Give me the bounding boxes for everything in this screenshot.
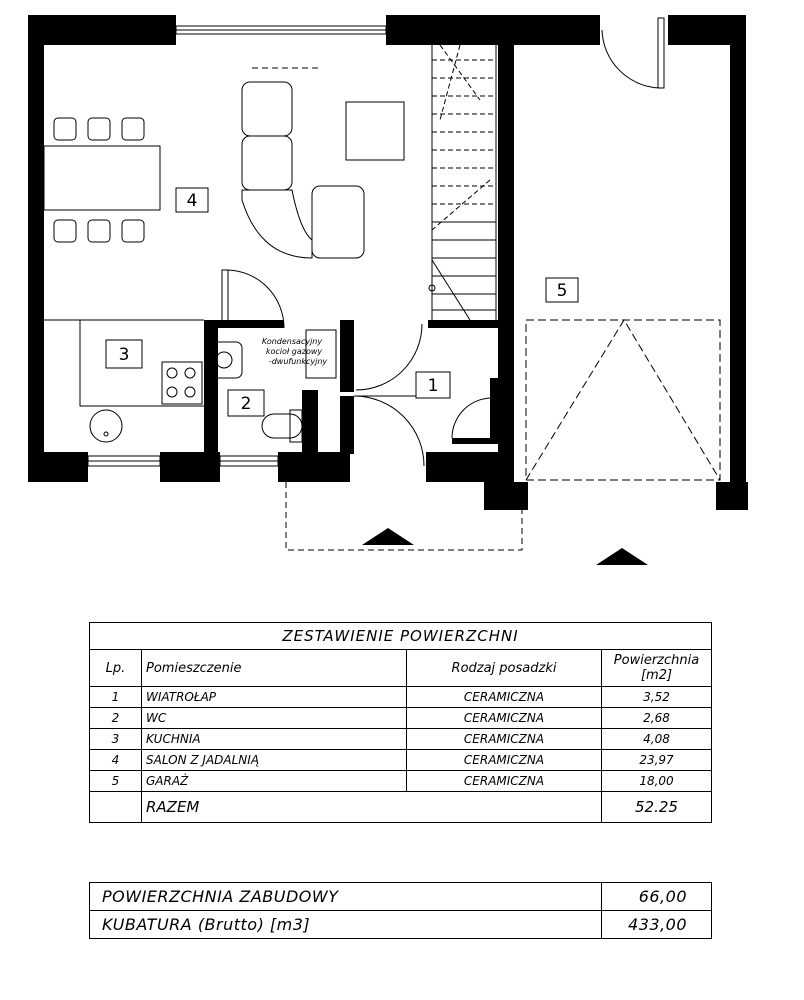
room-label-3 bbox=[106, 340, 142, 368]
garage-door bbox=[526, 320, 720, 480]
row-area: 4,08 bbox=[602, 729, 712, 750]
summary-row bbox=[90, 883, 712, 911]
row-name: WIATROŁAP bbox=[142, 687, 407, 708]
kitchen-counter bbox=[44, 320, 204, 442]
row-floor: CERAMICZNA bbox=[407, 729, 602, 750]
table-row bbox=[90, 687, 712, 708]
doors bbox=[222, 18, 664, 466]
table-title: ZESTAWIENIE POWIERZCHNI bbox=[90, 623, 712, 650]
boiler-note-line: kocioł gazowy bbox=[265, 347, 323, 356]
header-area-line1: Powierzchnia bbox=[613, 653, 700, 668]
room-label-5 bbox=[546, 278, 578, 302]
garage-entrance-arrow bbox=[596, 548, 648, 565]
table-row bbox=[90, 750, 712, 771]
table-row bbox=[90, 771, 712, 792]
row-name: WC bbox=[142, 708, 407, 729]
room-number: 1 bbox=[427, 376, 439, 396]
row-area: 2,68 bbox=[602, 708, 712, 729]
dining-set bbox=[44, 118, 160, 242]
row-lp: 3 bbox=[90, 729, 142, 750]
table-row bbox=[90, 708, 712, 729]
room-number: 5 bbox=[556, 281, 568, 301]
total-label: RAZEM bbox=[142, 792, 602, 823]
row-name: SALON Z JADALNIĄ bbox=[142, 750, 407, 771]
header-area-line2: [m2] bbox=[640, 668, 673, 683]
header-room: Pomieszczenie bbox=[142, 650, 407, 687]
row-area: 23,97 bbox=[602, 750, 712, 771]
row-name: GARAŻ bbox=[142, 771, 407, 792]
row-area: 3,52 bbox=[602, 687, 712, 708]
row-lp: 2 bbox=[90, 708, 142, 729]
row-area: 18,00 bbox=[602, 771, 712, 792]
summary-row bbox=[90, 911, 712, 939]
sofa bbox=[242, 68, 364, 258]
row-floor: CERAMICZNA bbox=[407, 771, 602, 792]
header-floor: Rodzaj posadzki bbox=[407, 650, 602, 687]
total-row bbox=[90, 792, 712, 823]
summary-table bbox=[89, 882, 712, 939]
boiler-note-line: -dwufunkcyjny bbox=[268, 357, 328, 366]
table-row bbox=[90, 729, 712, 750]
area-table bbox=[89, 622, 712, 823]
summary-label: POWIERZCHNIA ZABUDOWY bbox=[90, 883, 602, 911]
boiler-note bbox=[262, 337, 328, 366]
coffee-table bbox=[346, 102, 404, 160]
row-lp: 5 bbox=[90, 771, 142, 792]
room-label-1 bbox=[416, 372, 450, 398]
total-value: 52.25 bbox=[602, 792, 712, 823]
row-name: KUCHNIA bbox=[142, 729, 407, 750]
total-spacer bbox=[90, 792, 142, 823]
header-area bbox=[602, 650, 712, 687]
row-floor: CERAMICZNA bbox=[407, 708, 602, 729]
boiler-note-line: Kondensacyjny bbox=[261, 337, 323, 346]
row-lp: 1 bbox=[90, 687, 142, 708]
room-number: 3 bbox=[118, 345, 130, 365]
room-label-4 bbox=[176, 188, 208, 212]
summary-value: 66,00 bbox=[602, 883, 712, 911]
summary-label: KUBATURA (Brutto) [m3] bbox=[90, 911, 602, 939]
room-number: 4 bbox=[186, 191, 198, 211]
row-floor: CERAMICZNA bbox=[407, 687, 602, 708]
walls bbox=[28, 15, 748, 510]
row-lp: 4 bbox=[90, 750, 142, 771]
stairs bbox=[429, 45, 496, 320]
room-label-2 bbox=[228, 390, 264, 416]
summary-value: 433,00 bbox=[602, 911, 712, 939]
room-number: 2 bbox=[240, 394, 252, 414]
header-lp: Lp. bbox=[90, 650, 142, 687]
entrance-arrow bbox=[362, 528, 414, 545]
row-floor: CERAMICZNA bbox=[407, 750, 602, 771]
